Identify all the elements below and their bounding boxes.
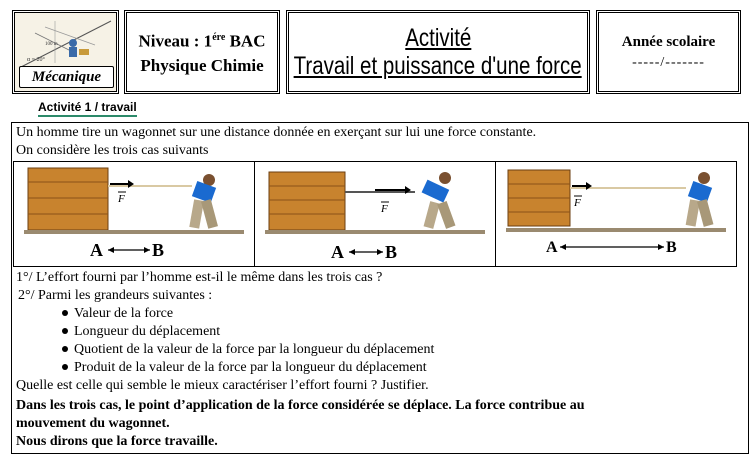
point-b: B <box>666 239 677 256</box>
bullet-icon <box>62 364 68 370</box>
title-line-2: Travail et puissance d'une force <box>293 52 583 80</box>
svg-text:100 m: 100 m <box>45 42 58 47</box>
point-a: A <box>546 239 558 256</box>
list-item: Produit de la valeur de la force par la longueur du déplacement <box>62 359 427 377</box>
wagon-pull-illustration <box>496 162 736 266</box>
figure-case-3 <box>496 162 736 266</box>
force-label: F <box>574 197 581 209</box>
niveau-text: Niveau : $1^{ére}$ BAC <box>138 31 266 51</box>
point-a: A <box>90 240 103 260</box>
figures-row <box>13 161 737 267</box>
annee-value: -----/------- <box>632 55 705 70</box>
figure-case-1 <box>14 162 255 266</box>
list-item: Quotient de la valeur de la force par la longueur du déplacement <box>62 341 434 359</box>
activity-label: Activité 1 / travail <box>38 100 137 117</box>
answer-line-1: Dans les trois cas, le point d’application de la force considérée se déplace. La force contribue au <box>16 398 585 413</box>
question-2: 2°/ Parmi les grandeurs suivantes : <box>18 288 213 303</box>
annee-box <box>596 10 741 94</box>
matiere-text: Physique Chimie <box>140 55 264 75</box>
bullet-icon <box>62 346 68 352</box>
list-item: Longueur du déplacement <box>62 323 220 341</box>
title-line-1: Activité <box>404 24 472 52</box>
point-b: B <box>385 242 398 262</box>
bullet-icon <box>62 328 68 334</box>
bullet-icon <box>62 310 68 316</box>
annee-label: Année scolaire <box>621 34 716 50</box>
force-label: F <box>381 203 388 215</box>
intro-line-2: On considère les trois cas suivants <box>16 143 209 158</box>
mecanique-label: Mécanique <box>19 66 114 88</box>
title-box <box>286 10 590 94</box>
svg-text:α = 20°: α = 20° <box>27 57 45 63</box>
wagon-pull-illustration <box>255 162 495 266</box>
answer-line-3: Nous dirons que la force travaille. <box>16 434 218 449</box>
wagon-pull-illustration <box>14 162 254 266</box>
mecanique-logo-box <box>12 10 119 94</box>
point-a: A <box>331 242 344 262</box>
question-3: Quelle est celle qui semble le mieux caractériser l’effort fourni ? Justifier. <box>16 378 429 393</box>
intro-line-1: Un homme tire un wagonnet sur une distance donnée en exerçant sur lui une force constante. <box>16 125 537 140</box>
point-b: B <box>152 240 165 260</box>
question-1: 1°/ L’effort fourni par l’homme est-il le même dans les trois cas ? <box>16 270 383 285</box>
niveau-box <box>124 10 280 94</box>
figure-case-2 <box>255 162 496 266</box>
answer-line-2: mouvement du wagonnet. <box>16 416 170 431</box>
force-label: F <box>118 193 125 205</box>
list-item: Valeur de la force <box>62 305 173 323</box>
